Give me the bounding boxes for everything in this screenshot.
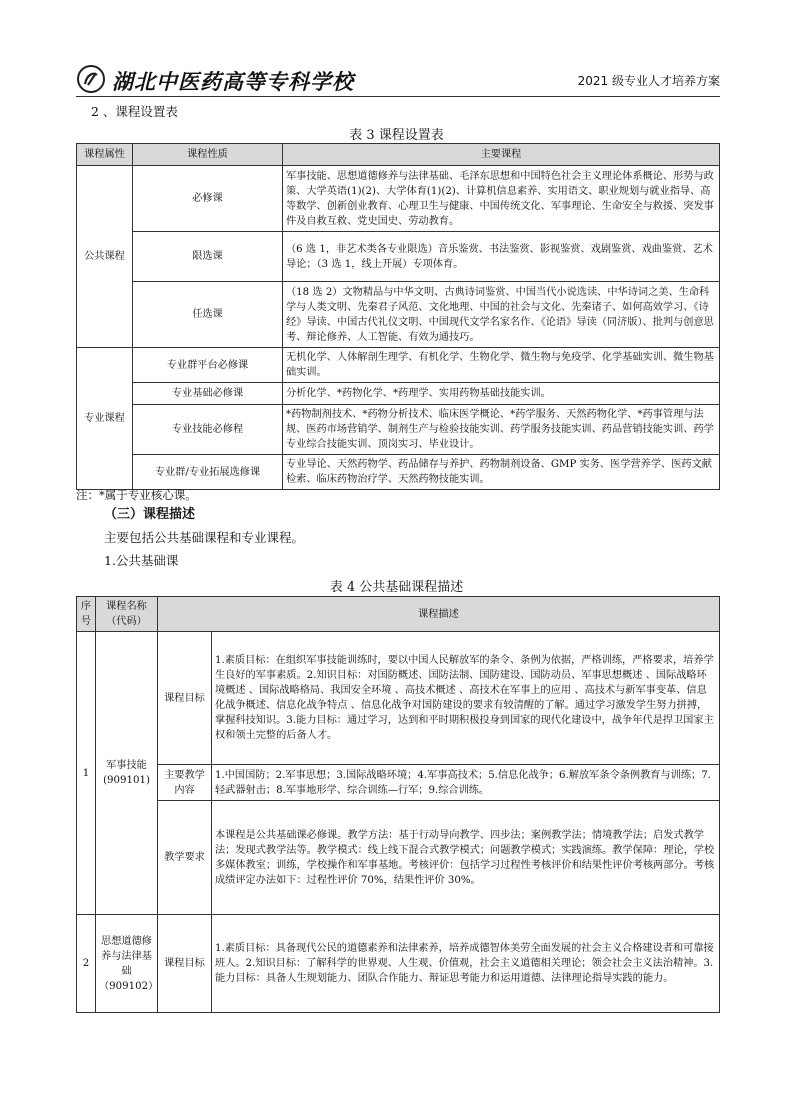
- course-attribute: 公共课程: [77, 166, 133, 348]
- section-2-title: 2 、课程设置表: [91, 104, 178, 119]
- description-label: 课程目标: [158, 632, 212, 765]
- main-courses: 无机化学、人体解剖生理学、有机化学、生物化学、微生物与免疫学、化学基础实训、微生物基础实训。: [283, 348, 720, 383]
- school-name: 湖北中医药高等专科学校: [112, 69, 354, 94]
- table-header: 课程属性: [77, 144, 133, 166]
- main-courses: *药物制剂技术、*药物分析技术、临床医学概论、*药学服务、天然药物化学、*药事管理与法规、医药市场营销学、制剂生产与检验技能实训、药学服务技能实训、药品营销技能实训、药学专业综合技能实训、顶岗实习、毕业设计。: [283, 405, 720, 455]
- subsection-1-title: 1.公共基础课: [104, 553, 179, 568]
- description-label: 教学要求: [158, 801, 212, 915]
- course-number: 1: [77, 632, 96, 915]
- course-description-table: [76, 596, 720, 1013]
- description-text: 1.素质目标：在组织军事技能训练时，要以中国人民解放军的条令、条例为依据，严格训练，严格要求，培养学生良好的军事素质。2.知识目标：对国防概述、国防法制、国防建设、国防动员、军事思想概述 、国际战略环境概述 、国际战略格局、我国安全环境 、高技术概述 、高技术在军事上的应用 、高技术与新军事变革、信息化战争概述、信息化战争特点 、信息化战争对国防建设的要求有较清醒的了解。通过学习激发学生努力拼搏，掌握科技知识。3.能力目标：通过学习，达到和平时期积极投身到国家的现代化建设中，战争年代是捍卫国家主权和领土完整的后备人才。: [212, 632, 720, 765]
- table-header: 课程名称（代码）: [96, 597, 158, 632]
- course-name: 思想道德修养与法律基础（909102）: [96, 915, 158, 1013]
- description-label: 课程目标: [158, 915, 212, 1013]
- course-nature: 必修课: [133, 166, 283, 232]
- course-nature: 专业基础必修课: [133, 383, 283, 405]
- table-header: 课程描述: [158, 597, 720, 632]
- course-nature: 专业群平台必修课: [133, 348, 283, 383]
- main-courses: （6 选 1，非艺术类各专业限选）音乐鉴赏、书法鉴赏、影视鉴赏、戏剧鉴赏、戏曲鉴赏、艺术导论；（3 选 1，线上开展）专项体育。: [283, 232, 720, 282]
- document-title: 2021 级专业人才培养方案: [577, 74, 720, 88]
- course-nature: 专业技能必修程: [133, 405, 283, 455]
- description-text: 1.中国国防；2.军事思想；3.国际战略环境；4.军事高技术；5.信息化战争；6.解放军条令条例教育与训练；7.轻武器射击；8.军事地形学、综合训练—行军；9.综合训练。: [212, 765, 720, 801]
- description-text: 本课程是公共基础课必修课。教学方法：基于行动导向教学、四步法；案例教学法；情境教学法；启发式教学法；发现式教学法等。教学模式：线上线下混合式教学模式；问题教学模式；实践演练。教学保障：理论，学校多媒体教室；训练，学校操作和军事基地。考核评价：包括学习过程性考核评价和结果性评价考核两部分。考核成绩评定办法如下：过程性评价 70%，结果性评价 30%。: [212, 801, 720, 915]
- section-3-intro: 主要包括公共基础课程和专业课程。: [104, 530, 305, 545]
- description-label: 主要教学内容: [158, 765, 212, 801]
- table-3-caption: 表 3 课程设置表: [349, 128, 444, 143]
- main-courses: 军事技能、思想道德修养与法律基础、毛泽东思想和中国特色社会主义理论体系概论、形势与政策、大学英语(1)(2)、大学体育(1)(2)、计算机信息素养、实用语文、职业规划与就业指导、高等数学、创新创业教育、心理卫生与健康、中国传统文化、军事理论、生命安全与救援、突发事件及自救互救、党史国史、劳动教育。: [283, 166, 720, 232]
- page-header: [76, 60, 720, 97]
- table-header: 主要课程: [283, 144, 720, 166]
- description-text: 1.素质目标：具备现代公民的道德素养和法律素养，培养成德智体美劳全面发展的社会主义合格建设者和可靠接班人。2.知识目标：了解科学的世界观、人生观、价值观，社会主义道德相关理论；领会社会主义法治精神。3.能力目标：具备人生规划能力、团队合作能力、辩证思考能力和运用道德、法律理论指导实践的能力。: [212, 915, 720, 1013]
- table-3-note: 注：*属于专业核心课。: [76, 488, 197, 502]
- table-header: 序号: [77, 597, 96, 632]
- table-4-caption: 表 4 公共基础课程描述: [329, 580, 464, 595]
- course-attribute: 专业课程: [77, 348, 133, 490]
- course-name: 军事技能(909101): [96, 632, 158, 915]
- main-courses: 分析化学、*药物化学、*药理学、实用药物基础技能实训。: [283, 383, 720, 405]
- course-number: 2: [77, 915, 96, 1013]
- main-courses: （18 选 2）文物精品与中华文明、古典诗词鉴赏、中国当代小说选读、中华诗词之美、生命科学与人类文明、先秦君子风范、文化地理、中国的社会与文化、先秦诸子、如何高效学习、《诗经》导读、中国古代礼仪文明、中国现代文学名家名作、《论语》导读（同济版）、批判与创意思考、辩论修养、人工智能、有效为通技巧。: [283, 282, 720, 348]
- main-courses: 专业导论、天然药物学、药品储存与养护、药物制剂设备、GMP 实务、医学营养学、医药文献检索、临床药物治疗学、天然药物技能实训。: [283, 455, 720, 490]
- school-logo-icon: [76, 64, 106, 94]
- section-3-title: （三）课程描述: [104, 507, 196, 522]
- course-nature: 任选课: [133, 282, 283, 348]
- course-nature: 限选课: [133, 232, 283, 282]
- table-header: 课程性质: [133, 144, 283, 166]
- course-nature: 专业群/专业拓展选修课: [133, 455, 283, 490]
- course-setup-table: [76, 143, 720, 490]
